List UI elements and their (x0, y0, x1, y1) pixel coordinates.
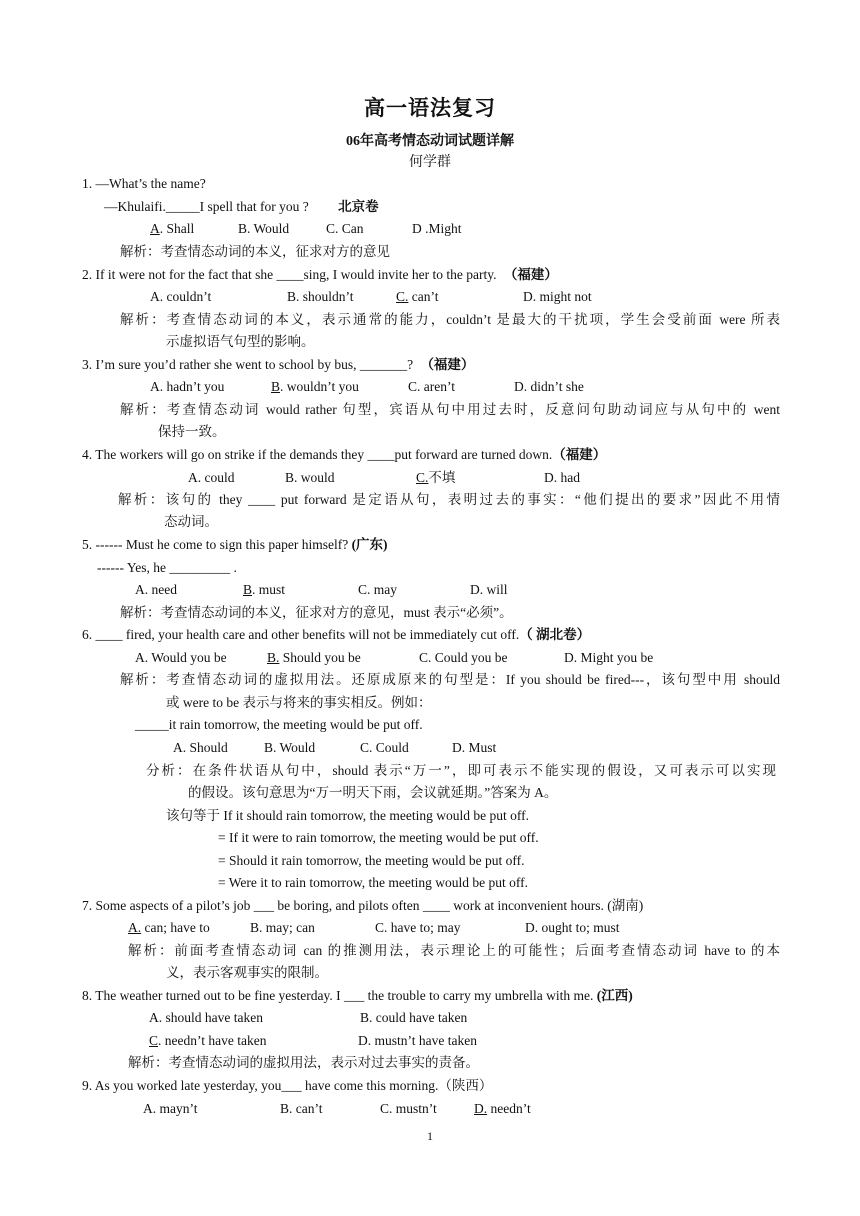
q1-stem: 1. —What’s the name? (82, 176, 206, 191)
q4-options (188, 468, 580, 488)
q3-source: （福建） (420, 357, 475, 372)
q3-options (150, 377, 584, 397)
q3-option-c: C. aren’t (408, 379, 455, 394)
q4-answer-letter: C. (416, 470, 429, 485)
q6-ex-option-a: A. Should (173, 740, 228, 755)
q5-stem2: ------ Yes, he _________ . (97, 560, 237, 575)
q5-answer-letter: B (243, 582, 253, 597)
q4-option-c: C.不填 (416, 470, 456, 485)
q1-analysis: 解析：考查情态动词的本义，征求对方的意见 (120, 244, 390, 259)
q6-option-c: C. Could you be (419, 650, 508, 665)
q2-source: （福建） (503, 267, 558, 282)
q7-options (128, 918, 620, 938)
q5-source: (广东) (351, 537, 388, 552)
q1-options (150, 219, 462, 239)
q6-stem (82, 625, 590, 645)
q6-equivalent-2: = Should it rain tomorrow, the meeting would be put off. (218, 853, 525, 868)
q3-stem (82, 355, 474, 375)
q4-option-a: A. could (188, 470, 235, 485)
q8-option-a: A. should have taken (149, 1010, 263, 1025)
q5-option-a: A. need (135, 582, 177, 597)
q6-example: _____it rain tomorrow, the meeting would be put off. (135, 717, 423, 732)
q2-option-c: C. can’t (396, 289, 439, 304)
q4-analysis-1: 解析：该句的 they ____ put forward 是定语从句，表明过去的事实：“他们提出的要求”因此不用情 (118, 492, 780, 507)
q5-option-d: D. will (470, 582, 508, 597)
q5-option-b: B. must (243, 582, 286, 597)
q1-option-b: B. Would (238, 221, 290, 236)
q1-answer-letter: A (150, 221, 160, 236)
q4-stem (82, 445, 606, 465)
q8-options-row2 (149, 1031, 477, 1051)
q6-note-1: 分析：在条件状语从句中，should 表示“万一”，即可表示不能实现的假设，又可表示可以实现 (146, 763, 776, 778)
document-subtitle: 06年高考情态动词试题详解 (346, 134, 514, 149)
q2-analysis-1: 解析：考查情态动词的本义，表示通常的能力，couldn’t 是最大的干扰项，学生会受前面 were 所表 (120, 312, 780, 327)
q4-option-b: B. would (285, 470, 335, 485)
q8-analysis: 解析：考查情态动词的虚拟用法，表示对过去事实的责备。 (128, 1055, 479, 1070)
q6-ex-option-d: D. Must (452, 740, 497, 755)
q1-option-a: A. Shall (150, 221, 195, 236)
q9-option-c: C. mustn’t (380, 1101, 437, 1116)
q6-option-a: A. Would you be (135, 650, 227, 665)
q6-answer-letter: B. (267, 650, 280, 665)
q3-analysis-1: 解析：考查情态动词 would rather 句型，宾语从句中用过去时，反意问句助动词应与从句中的 went (120, 402, 780, 417)
q3-option-a: A. hadn’t you (150, 379, 225, 394)
q5-options (135, 580, 508, 600)
document-title: 高一语法复习 (364, 96, 496, 120)
q7-answer-letter: A. (128, 920, 142, 935)
q9-options (143, 1099, 531, 1119)
q5-option-c: C. may (358, 582, 397, 597)
q7-analysis-1: 解析：前面考查情态动词 can 的推测用法，表示理论上的可能性；后面考查情态动词 have to 的本 (128, 943, 780, 958)
q5-stem (82, 535, 388, 555)
q8-stem-text: 8. The weather turned out to be fine yesterday. I ___ the trouble to carry my umbrella with me. (82, 988, 594, 1003)
q4-source: （福建） (552, 447, 607, 462)
q7-stem: 7. Some aspects of a pilot’s job ___ be boring, and pilots often ____ work at inconvenient hours. (湖南) (82, 898, 644, 913)
q8-answer-letter: C (149, 1033, 159, 1048)
q9-stem: 9. As you worked late yesterday, you___ have come this morning.（陕西） (82, 1078, 493, 1093)
q4-analysis-2: 态动词。 (164, 514, 218, 529)
q3-option-b: B. wouldn’t you (271, 379, 359, 394)
q7-analysis-2: 义，表示客观事实的限制。 (166, 965, 328, 980)
q4-option-d: D. had (544, 470, 580, 485)
q6-stem-text: 6. ____ fired, your health care and other benefits will not be immediately cut off. (82, 627, 520, 642)
q6-ex-option-c: C. Could (360, 740, 409, 755)
q6-options (135, 648, 654, 668)
q8-options-row1 (149, 1008, 468, 1028)
q7-option-a: A. can; have to (128, 920, 210, 935)
q6-option-b: B. Should you be (267, 650, 361, 665)
page-number: 1 (427, 1129, 433, 1143)
q9-option-a: A. mayn’t (143, 1101, 198, 1116)
q3-answer-letter: B (271, 379, 281, 394)
q6-analysis-1: 解析：考查情态动词的虚拟用法。还原成原来的句型是：If you should be fired---，该句型中用 should (120, 672, 780, 687)
q8-option-d: D. mustn’t have taken (358, 1033, 477, 1048)
q2-option-a: A. couldn’t (150, 289, 212, 304)
q3-stem-text: 3. I’m sure you’d rather she went to school by bus, _______? (82, 357, 414, 372)
q2-option-d: D. might not (523, 289, 592, 304)
q5-analysis: 解析：考查情态动词的本义，征求对方的意见，must 表示“必须”。 (120, 605, 513, 620)
q6-analysis-2: 或 were to be 表示与将来的事实相反。例如： (166, 695, 432, 710)
q1-stem2 (104, 197, 379, 217)
author: 何学群 (409, 155, 451, 170)
q1-stem2-text: —Khulaifi._____I spell that for you ? (104, 199, 309, 214)
q9-answer-letter: D. (474, 1101, 488, 1116)
q6-equivalent-0: 该句等于 If it should rain tomorrow, the meeting would be put off. (166, 808, 529, 823)
q7-option-c: C. have to; may (375, 920, 461, 935)
q7-option-b: B. may; can (250, 920, 315, 935)
q8-option-c: C. needn’t have taken (149, 1033, 267, 1048)
q2-analysis-2: 示虚拟语气句型的影响。 (166, 334, 315, 349)
q2-stem (82, 265, 558, 285)
q9-option-d: D. needn’t (474, 1101, 531, 1116)
q8-stem (82, 986, 633, 1006)
q6-ex-option-b: B. Would (264, 740, 316, 755)
q4-stem-text: 4. The workers will go on strike if the demands they ____put forward are turned down. (82, 447, 553, 462)
q2-option-b: B. shouldn’t (287, 289, 354, 304)
q6-option-d: D. Might you be (564, 650, 654, 665)
q6-equivalent-3: = Were it to rain tomorrow, the meeting would be put off. (218, 875, 528, 890)
q3-analysis-2: 保持一致。 (158, 424, 226, 439)
q5-stem-text: 5. ------ Must he come to sign this paper himself? (82, 537, 349, 552)
q3-option-d: D. didn’t she (514, 379, 584, 394)
q2-stem-text: 2. If it were not for the fact that she ____sing, I would invite her to the party. (82, 267, 497, 282)
q8-source: (江西) (596, 988, 633, 1003)
q1-option-c: C. Can (326, 221, 364, 236)
q6-example-options (173, 738, 497, 758)
q6-source: （ 湖北卷） (519, 627, 591, 642)
q6-note-2: 的假设。该句意思为“万一明天下雨，会议就延期。”答案为 A。 (188, 785, 558, 800)
q1-option-d: D .Might (412, 221, 462, 236)
q9-option-b: B. can’t (280, 1101, 323, 1116)
q2-answer-letter: C. (396, 289, 409, 304)
q2-options (150, 287, 592, 307)
q7-option-d: D. ought to; must (525, 920, 620, 935)
q1-source: 北京卷 (338, 199, 379, 214)
q6-equivalent-1: = If it were to rain tomorrow, the meeting would be put off. (218, 830, 539, 845)
q8-option-b: B. could have taken (360, 1010, 468, 1025)
